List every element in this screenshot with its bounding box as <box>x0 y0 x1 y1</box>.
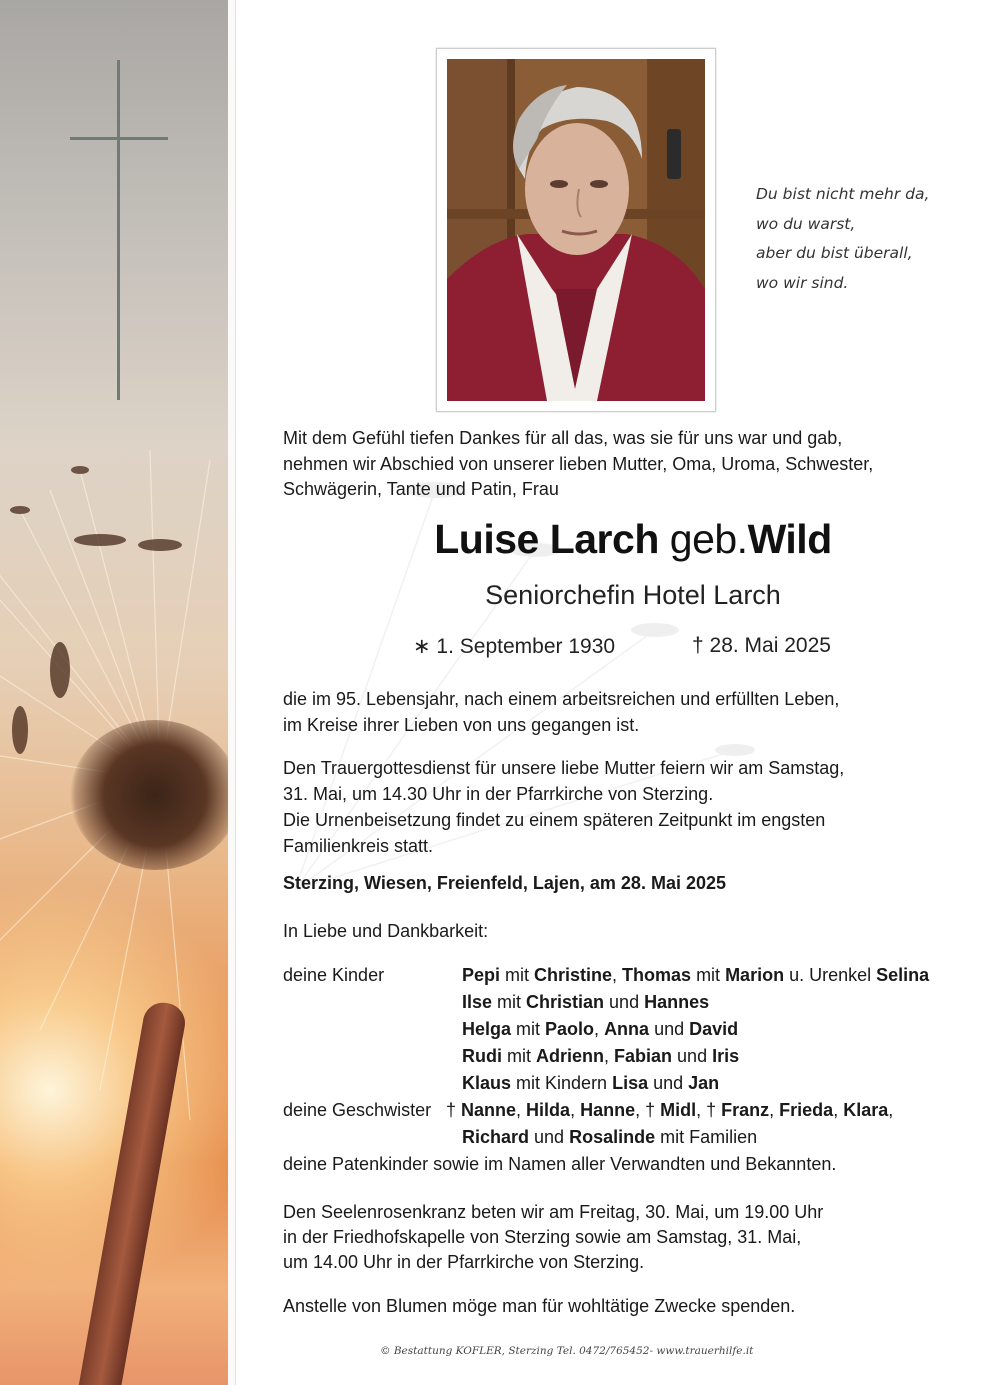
portrait-illustration <box>447 59 705 401</box>
family-name: Anna <box>604 1019 650 1039</box>
family-connector: mit <box>500 965 535 985</box>
poem-line: aber du bist überall, <box>756 244 913 262</box>
name-geb: geb. <box>669 516 748 562</box>
cross-icon <box>117 60 120 400</box>
family-name: Midl <box>660 1100 697 1120</box>
family-name: Rosalinde <box>569 1127 656 1147</box>
family-connector: u. Urenkel <box>784 965 877 985</box>
name-maiden: Wild <box>747 516 832 562</box>
family-name: Ilse <box>462 992 493 1012</box>
service-paragraph <box>283 755 844 859</box>
family-name: Christine <box>534 965 613 985</box>
family-connector: , <box>604 1046 615 1066</box>
geschwister-line <box>462 1127 757 1148</box>
birth-date: ∗ 1. September 1930 <box>413 635 616 658</box>
family-name: Marion <box>725 965 785 985</box>
kinder-line <box>462 1019 738 1040</box>
footer-imprint: © Bestattung KOFLER, Sterzing Tel. 0472/765452- www.trauerhilfe.it <box>380 1345 754 1357</box>
family-connector: mit <box>502 1046 536 1066</box>
kinder-line <box>462 1046 739 1067</box>
rosary-paragraph <box>283 1200 823 1275</box>
family-connector: , <box>888 1100 894 1120</box>
paragraph-line: Den Seelenrosenkranz beten wir am Freitag, 30. Mai, um 19.00 Uhr <box>283 1202 824 1222</box>
paragraph-line: um 14.00 Uhr in der Pfarrkirche von Sterzing. <box>283 1252 645 1272</box>
portrait-frame <box>436 48 716 412</box>
family-name: Hannes <box>644 992 710 1012</box>
deceased-name <box>283 516 982 563</box>
decorative-sidebar <box>0 0 228 1385</box>
family-connector: und <box>529 1127 570 1147</box>
family-name: Franz <box>721 1100 770 1120</box>
family-connector: , <box>516 1100 527 1120</box>
name-first: Luise Larch <box>434 516 659 562</box>
family-connector: und <box>649 1019 690 1039</box>
family-name: Fabian <box>614 1046 673 1066</box>
portrait-photo <box>447 59 705 401</box>
place-date: Sterzing, Wiesen, Freienfeld, Lajen, am 28. Mai 2025 <box>283 873 726 893</box>
family-connector: † <box>446 1100 462 1120</box>
family-name: Adrienn <box>536 1046 605 1066</box>
intro-line: Mit dem Gefühl tiefen Dankes für all das, was sie für uns war und gab, <box>283 428 843 448</box>
family-name: Lisa <box>612 1073 649 1093</box>
geschwister-line <box>446 1100 893 1121</box>
family-connector: mit Kindern <box>511 1073 613 1093</box>
paragraph-line: 31. Mai, um 14.30 Uhr in der Pfarrkirche von Sterzing. <box>283 784 714 804</box>
paten-line: deine Patenkinder sowie im Namen aller Verwandten und Bekannten. <box>283 1154 837 1174</box>
family-name: Nanne <box>461 1100 517 1120</box>
kinder-line <box>462 965 929 986</box>
family-name: Klara <box>843 1100 889 1120</box>
family-connector: und <box>604 992 645 1012</box>
family-connector: mit <box>511 1019 546 1039</box>
family-name: Rudi <box>462 1046 502 1066</box>
family-name: Hanne <box>580 1100 636 1120</box>
family-connector: , † <box>635 1100 661 1120</box>
family-name: David <box>689 1019 739 1039</box>
family-name: Thomas <box>622 965 692 985</box>
poem-line: wo du warst, <box>756 214 856 233</box>
poem-line: wo wir sind. <box>756 273 849 292</box>
family-connector: , <box>570 1100 581 1120</box>
death-date: † 28. Mai 2025 <box>692 634 831 657</box>
family-connector: und <box>648 1073 689 1093</box>
paragraph-line: im Kreise ihrer Lieben von uns gegangen ist. <box>283 714 640 735</box>
family-connector: und <box>672 1046 713 1066</box>
paragraph-line: Die Urnenbeisetzung findet zu einem späteren Zeitpunkt im engsten <box>283 810 826 830</box>
paragraph-line: in der Friedhofskapelle von Sterzing sowie am Samstag, 31. Mai, <box>283 1227 802 1247</box>
paragraph-line: Den Trauergottesdienst für unsere liebe Mutter feiern wir am Samstag, <box>283 758 845 778</box>
family-name: Jan <box>688 1073 720 1093</box>
intro-line: nehmen wir Abschied von unserer lieben Mutter, Oma, Uroma, Schwester, <box>283 453 874 474</box>
kinder-label: deine Kinder <box>283 965 385 985</box>
family-name: Richard <box>462 1127 530 1147</box>
family-name: Helga <box>462 1019 512 1039</box>
donation-note: Anstelle von Blumen möge man für wohltätige Zwecke spenden. <box>283 1296 796 1316</box>
family-name: Pepi <box>462 965 501 985</box>
cross-icon-bar <box>70 137 168 140</box>
family-name: Iris <box>712 1046 740 1066</box>
paragraph-line: Familienkreis statt. <box>283 836 434 856</box>
kinder-line <box>462 1073 719 1094</box>
intro-paragraph <box>283 426 873 503</box>
family-name: Paolo <box>545 1019 595 1039</box>
family-connector: mit <box>691 965 726 985</box>
intro-line: Schwägerin, Tante und Patin, Frau <box>283 479 559 499</box>
passing-paragraph <box>283 687 839 738</box>
poem-line: Du bist nicht mehr da, <box>756 185 930 203</box>
family-connector: , † <box>696 1100 722 1120</box>
family-name: Christian <box>526 992 605 1012</box>
family-name: Frieda <box>779 1100 834 1120</box>
geschwister-label: deine Geschwister <box>283 1100 432 1120</box>
family-connector: , <box>769 1100 780 1120</box>
dandelion-seedhead <box>70 720 228 870</box>
poem <box>756 180 929 298</box>
family-connector: , <box>612 965 623 985</box>
family-connector: mit Familien <box>655 1127 758 1147</box>
paragraph-line: die im 95. Lebensjahr, nach einem arbeitsreichen und erfüllten Leben, <box>283 689 840 709</box>
family-name: Selina <box>876 965 930 985</box>
family-connector: , <box>833 1100 844 1120</box>
kinder-line <box>462 992 709 1013</box>
in-love-line: In Liebe und Dankbarkeit: <box>283 921 489 941</box>
family-name: Hilda <box>526 1100 571 1120</box>
family-connector: mit <box>492 992 527 1012</box>
family-name: Klaus <box>462 1073 512 1093</box>
subtitle: Seniorchefin Hotel Larch <box>485 580 781 610</box>
family-connector: , <box>594 1019 605 1039</box>
